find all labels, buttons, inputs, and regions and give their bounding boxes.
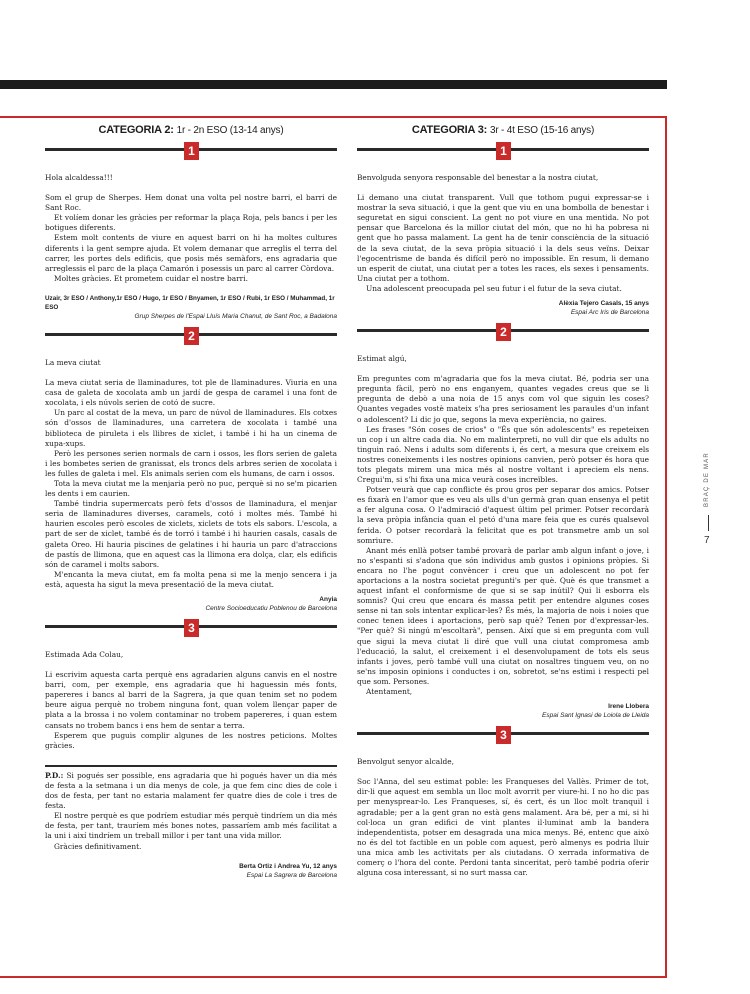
section-number: 3 — [184, 619, 199, 637]
letter-text: Li escrivim aquesta carta perquè ens agradarien alguns canvis en el nostre barri, com, per exemple, ens agradaria que hi haguessin més fonts, papereres i bancs al barri de la Sagrera, ja que quan tenim set no podem beure aigua perquè no trobem ninguna font, quan volem llençar paper de plata a la brossa i no volem contaminar no trobem papereres, i quan estem cansats no trobem bancs i ens hem de sentar a terra. — [45, 670, 337, 730]
letter-text: Em preguntes com m'agradaria que fos la meva ciutat. Bé, podria ser una pregunta fàcil, però no ens enganyem, quantes vegades creus que se li pregunta de debò a una noia de 15 anys com vol que siguin les coses? Quantes vegades vostè mateix s'ha pres seriosament les paraules d'un infant o adolescent? Li dic jo que, segons la meva experiència, no gaires. — [357, 374, 649, 424]
letter-text: Atentament, — [366, 687, 413, 697]
letter-text: Esperem que puguis complir algunes de les nostres peticions. Moltes gràcies. — [45, 730, 337, 750]
letter-text: Li demano una ciutat transparent. Vull que tothom pugui expressar-se i mostrar la seva situació, i que la gent que viu en una bombolla de benestar i seguretat en sigui conscient. La gent no pot viure en una mentida. No pot pensar que Barcelona és la millor ciutat del món, que no hi ha pobresa ni gent que ho passa malament. La gent ha de tenir consciència de la situació de la seva ciutat, de la seva pròpia situació i la dels seus veïns. Deixar l'egocentrisme de banda és difícil però no impossible. En resum, li demano un esperit de ciutat, una ciutat per a totes les races, els sexes i pensaments. Una ciutat per a tothom. — [357, 193, 649, 283]
letter-text: El nostre perquè es que podríem estudiar més perquè tindríem un dia més de festa, per tant, trauríem més bones notes, passaríem amb més facilitat a la uni i així tindríem un treball millor i per tant una vida millor. — [45, 811, 337, 841]
letter-text: Moltes gràcies. Et prometem cuidar el nostre barri. — [54, 273, 248, 283]
letter-text: Gràcies definitivament. — [54, 841, 142, 851]
page-number: 7 — [704, 535, 710, 546]
letter-text: Anant més enllà potser també provarà de parlar amb algun infant o jove, i no s'espanti si s'adona que són individus amb gustos i opinions pròpies. Si encara no l'he pogut convèncer i creu que un adolescent no pot fer aportacions a la nostra societat pregunti's per què. Què és que transmet a aquest infant el conformisme de que si se sap inútil? Qui li esborra els somnis? Qui creu que encara és massa petit per entendre algunes coses sense ni tan sols intentar explicar-les? És més, la majoria de nois i noies que conec tenen idees i aportacions, però sap què? Tenen por d'expressar-les. "Per què? Si ningú m'escoltarà", pensen. Així que si em pregunta com vull que sigui la meva ciutat li diré que vull una ciutat compromesa amb l'educació, la salut, el creixement i el desenvolupament de tots els seus infants i joves, però també vull una ciutat on nosaltres tinguem veu, on no se'ns imposin opinions i conductes i on, sobretot, se'ns estimi i respecti pel que som. Persones. — [357, 545, 649, 686]
letter-text: Potser veurà que cap conflicte és prou gros per separar dos amics. Potser es fixarà en l'amor que es veu als ulls d'un germà gran quan ensenya el petit a fer alguna cosa. O l'admiració d'aquest últim pel primer. Potser recordarà la seva pròpia infància quan el petó d'una mare feia que es curés qualsevol ferida. O potser recordarà la felicitat que es pot transmetre amb un sol somriure. — [357, 485, 649, 545]
author-name: Irene Llobera — [608, 703, 649, 711]
letter-text: Et volíem donar les gràcies per reformar la plaça Roja, pels bancs i per les botigues diferents. — [45, 213, 337, 233]
author-place: Centre Socioeducatiu Poblenou de Barcelona — [205, 605, 337, 612]
letter-text: Estimat algú, — [357, 354, 407, 364]
letter-text: Benvolguda senyora responsable del benestar a la nostra ciutat, — [357, 173, 599, 182]
sidebar-divider — [708, 515, 709, 531]
page-sidebar — [702, 445, 716, 585]
category-3-header: CATEGORIA 3: 3r - 4t ESO (15-16 anys) — [411, 124, 595, 136]
category-2-header: CATEGORIA 2: 1r - 2n ESO (13-14 anys) — [98, 124, 284, 136]
letter-text: La meva ciutat — [45, 357, 101, 367]
author-name: Anyia — [319, 596, 337, 603]
section-number: 3 — [496, 726, 511, 744]
top-bar — [0, 80, 667, 89]
section-divider-1 — [357, 142, 649, 162]
section-divider-1 — [45, 142, 337, 162]
author-place: Espai Sant Ignasi de Loiola de Lleida — [542, 712, 649, 720]
left-column — [45, 120, 337, 880]
inner-divider — [45, 763, 337, 769]
letter-text: M'encanta la meva ciutat, em fa molta pena si me la menjo sencera i ja està, aquesta ha sigut la meva presentació de la meva ciutat. — [45, 569, 337, 589]
letter-text: Estimada Ada Colau, — [45, 650, 124, 659]
postscript: P.D.: Si pogués ser possible, ens agradaria que hi pogués haver un dia més de festa a la setmana i un dia menys de cole, ja que fem cinc dies de cole i dos de festa, per tant no estaria malament fer quatre dies de cole i tres de festa. — [45, 770, 337, 811]
section-number: 1 — [496, 142, 511, 160]
letter-text: També tindria supermercats però fets d'ossos de llaminadura, el menjar seria de llaminadures diverses, caramels, cotó i moltes més. També hi haurien escoles però escoles de xiclets, xiclets de tots els sabors. L'escola, a part de ser de xiclet, també és de torró i també i hi haurien casals, casals de galeta Oreo. Hi hauria piscines de gelatines i hi hauria un parc d'atraccions de pastís de llimona, que en aquest cas la llimona era dolça, clar, els edificis són de caramel i molts sabors. — [45, 499, 337, 569]
letter-text: Benvolgut senyor alcalde, — [357, 757, 454, 767]
author-name: Berta Ortiz i Andrea Yu, 12 anys — [239, 862, 337, 870]
right-column — [357, 120, 649, 878]
magazine-brand: BRAÇ DE MAR — [704, 452, 710, 507]
letter-text: Soc l'Anna, del seu estimat poble: les Franqueses del Vallès. Primer de tot, dir-li que aquest em sembla un lloc molt avorrit per viure-hi. I no ho dic pas per menysprear-lo. Les Franqueses, sí, és cert, és un lloc molt tranquil i agradable; per a la gent gran no està gens malament. Ara bé, per a mi, si hi col·loca un gran edifici de vint plantes il·luminat amb la bandera independentista, potser em desagrada una mica menys. Bé, entenc que això no és del tot factible en un poble com aquest, però almenys es podria lluir una mica amb les activitats per als ciutadans. O xerrada informativa de comerç o l'hora del conte. Perdoni tanta sinceritat, però també podria oferir alguna cosa interessant, si no surt massa car. — [357, 777, 649, 878]
section-number: 1 — [184, 142, 199, 160]
letter-text: Tota la meva ciutat me la menjaria però no puc, perquè si no se'm picarien les dents i em caurien. — [45, 478, 337, 499]
letter-text: Una adolescent preocupada pel seu futur i el futur de la seva ciutat. — [366, 283, 622, 293]
author-name: Alèxia Tejero Casals, 15 anys — [558, 300, 649, 308]
letter-text: Les frases "Són coses de crios" o "És que són adolescents" es repeteixen un cop i un altre cada dia. No em malinterpreti, no vull dir que els adults no tinguin raó. Nens i adults som diferents i, és cert, a mesura que creixem els nostres coneixements i les nostres opinions canvien, però potser és hora que tots plegats mirem una mica més al nostre voltant i apreciem els nens. Cregui'm, si s'hi fixa una mica veurà coses increïbles. — [357, 424, 649, 485]
letter-text: Un parc al costat de la meva, un parc de núvol de llaminadures. Els cotxes són d'ossos de llaminadures, una carretera de xocolata i també una biblioteca de piruleta i els llibres de xiclet, i també i hi ha un cinema de xupa-xups. — [45, 408, 337, 448]
author-place: Grup Sherpes de l'Espai Lluís Maria Chanut, de Sant Roc, a Badalona — [134, 312, 337, 320]
letter-text: Som el grup de Sherpes. Hem donat una volta pel nostre barri, el barri de Sant Roc. — [45, 193, 337, 213]
section-divider-2 — [357, 323, 649, 343]
section-divider-2 — [45, 327, 337, 347]
letter-text: Estem molt contents de viure en aquest barri on hi ha moltes cultures diferents i la gent sempre ajuda. Et volem demanar que arreglis el terra del carrer, les portes dels edificis, que posis més semàfors, ens agradaria que arreglessis el parc de la plaça Camarón i posessis un parc al carrer Còrdova. — [45, 233, 337, 273]
author-place: Espai La Sagrera de Barcelona — [246, 871, 337, 879]
section-number: 2 — [184, 327, 199, 345]
letter-text: Però les persones serien normals de carn i ossos, les flors serien de galeta i les bombetes serien de granissat, els troncs dels arbres serien de xocolata i les fulles de galeta i mel. Els animals serien com els humans, de carn i ossos. — [45, 448, 337, 478]
section-number: 2 — [496, 323, 511, 341]
letter-text: La meva ciutat seria de llaminadures, tot ple de llaminadures. Viuria en una casa de galeta de xocolata amb un jardí de gespa de caramel i una font de xocolata, i els núvols serien de cotó de sucre. — [45, 378, 337, 408]
letter-text: Hola alcaldessa!!! — [45, 173, 113, 182]
section-divider-3 — [357, 726, 649, 746]
author-place: Espai Arc Iris de Barcelona — [570, 309, 649, 317]
section-divider-3 — [45, 619, 337, 639]
author-names: Uzair, 3r ESO / Anthony,1r ESO / Hugo, 1r ESO / Bnyamen, 1r ESO / Rubi, 1r ESO / Muhammad, 1r ESO — [45, 294, 335, 311]
